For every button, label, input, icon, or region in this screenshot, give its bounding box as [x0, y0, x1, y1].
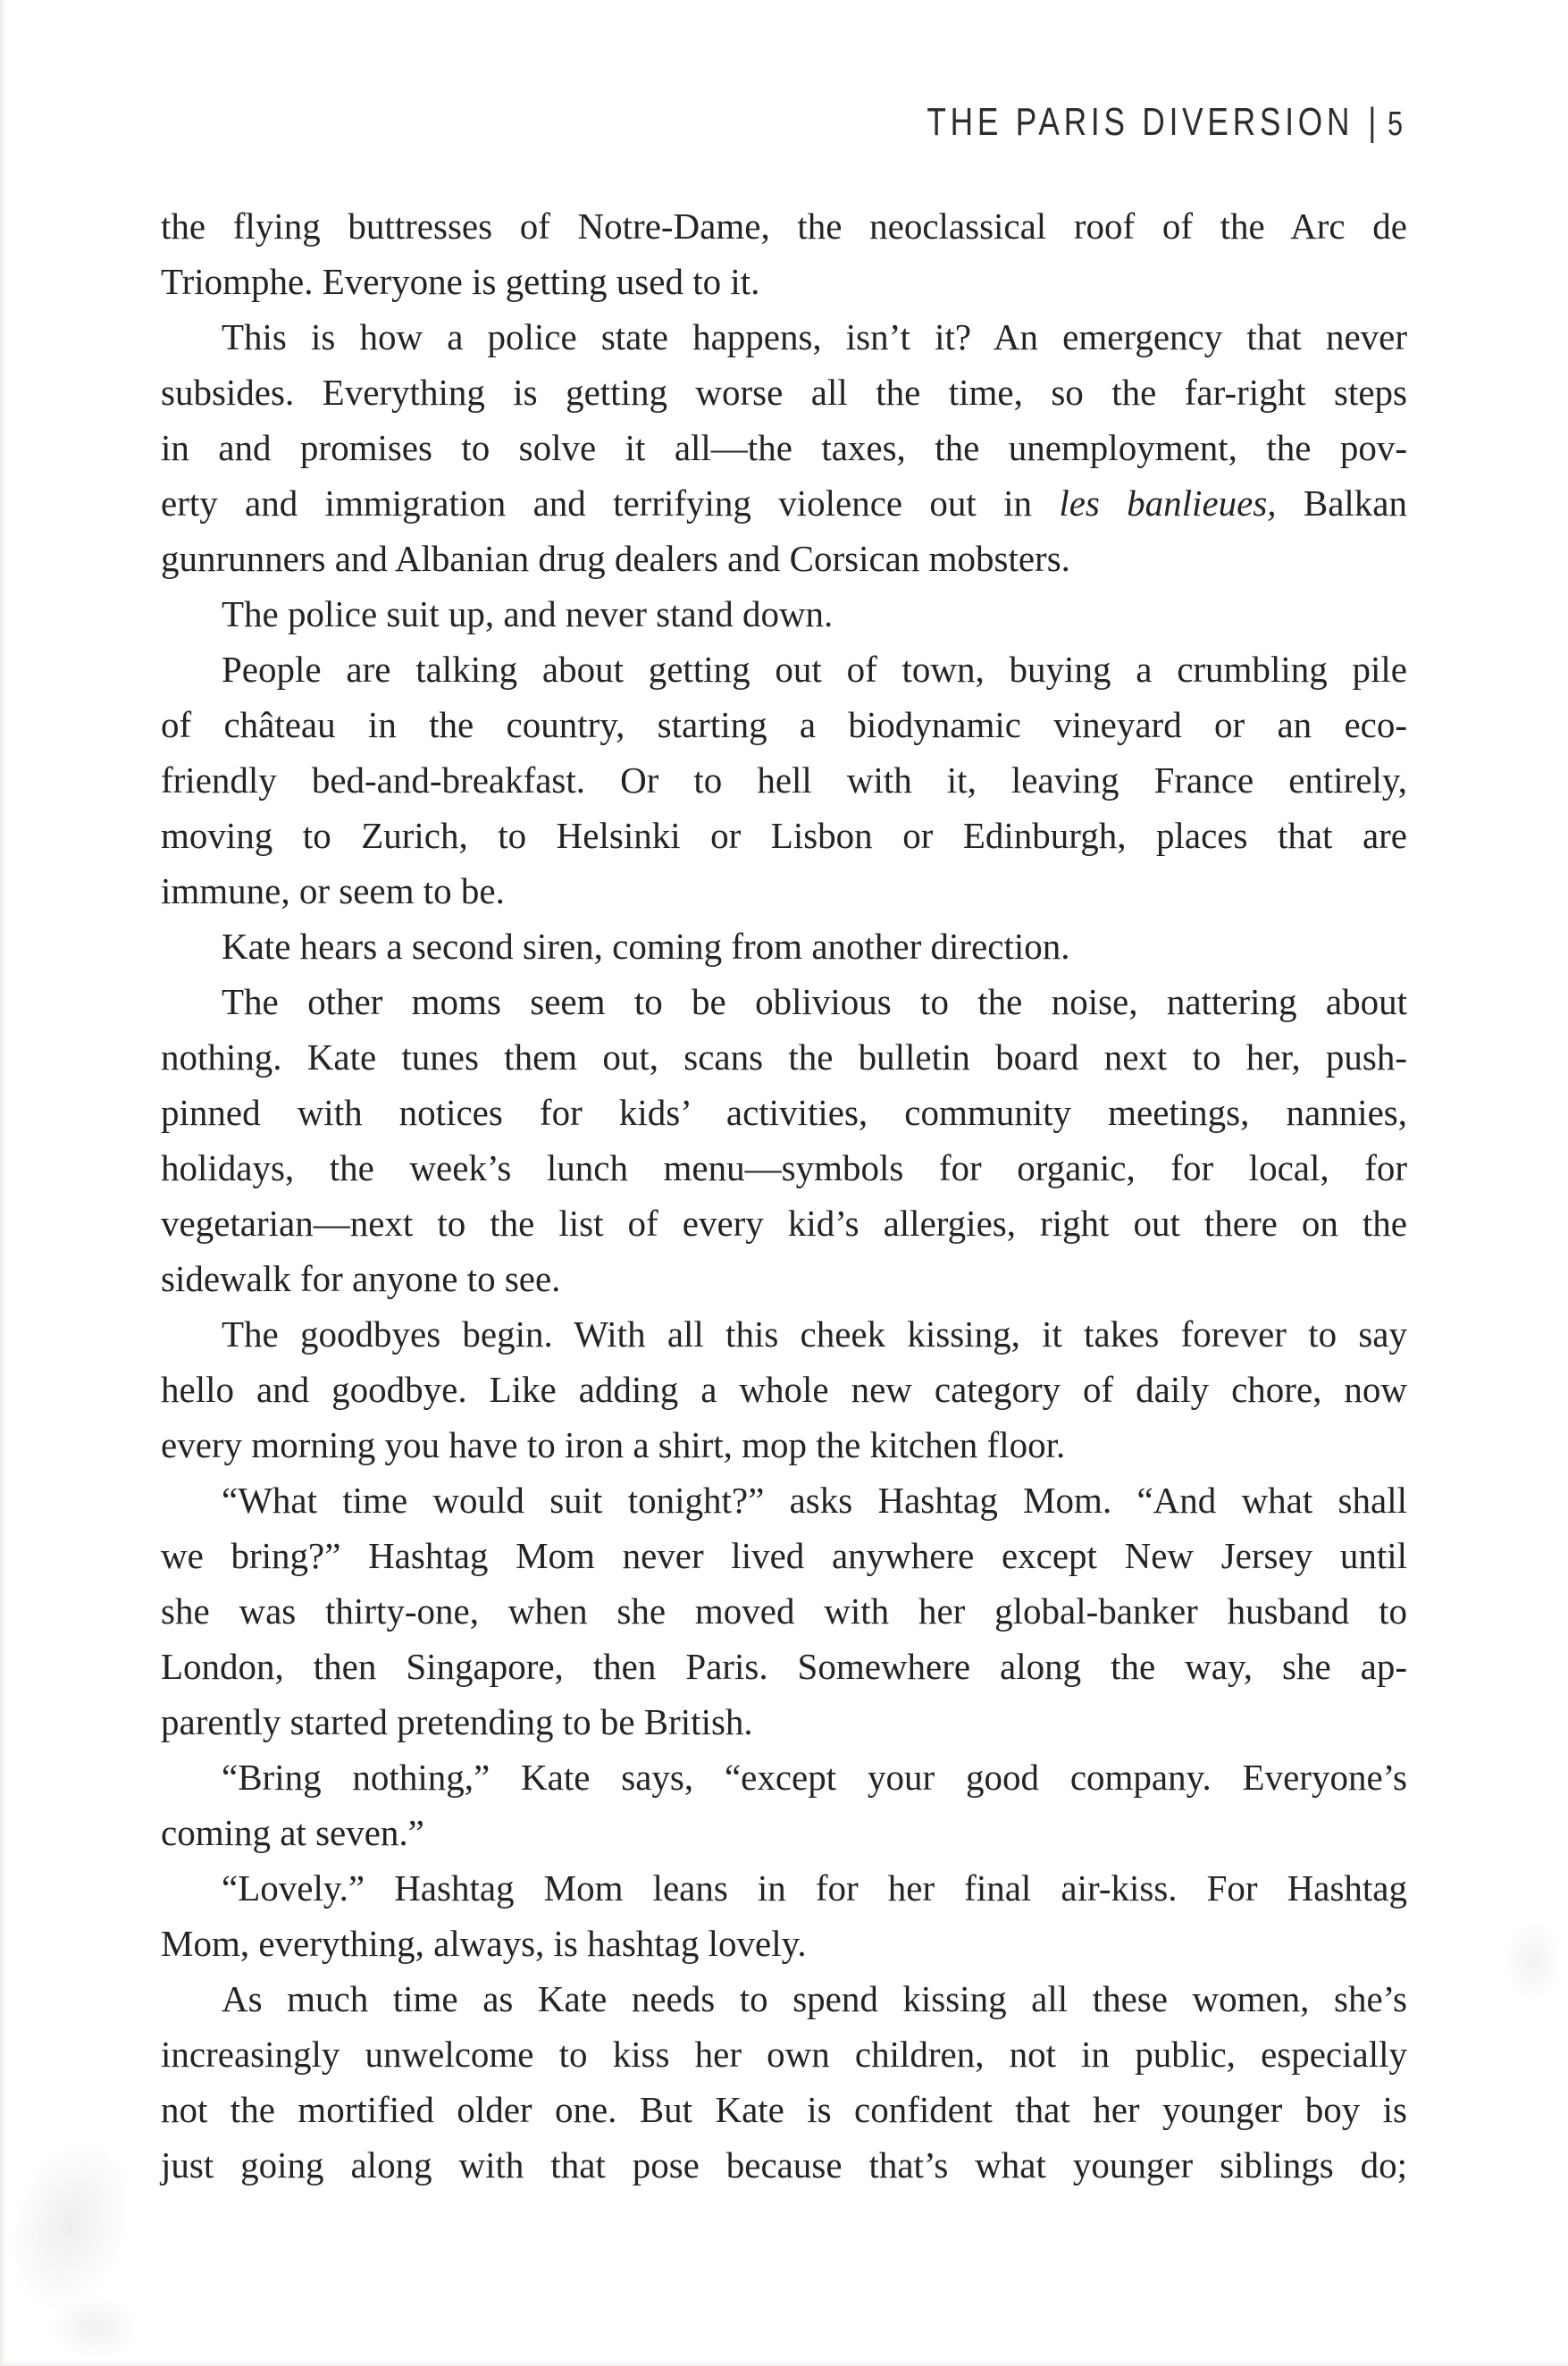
text-line: [161, 1971, 1407, 2026]
text-run: nothing. Kate tunes them out, scans the bulletin board next to her, push-: [161, 1036, 1407, 1078]
text-line: [161, 531, 1407, 586]
text-run: As much time as Kate needs to spend kissing all these women, she’s: [222, 1978, 1407, 2019]
text-line: [161, 254, 1407, 309]
text-run: increasingly unwelcome to kiss her own children, not in public, especially: [161, 2034, 1407, 2075]
text-run: just going along with that pose because that’s what younger siblings do;: [161, 2144, 1407, 2186]
page-number: 5: [1388, 105, 1407, 143]
text-run: This is how a police state happens, isn’t it? An emergency that never: [222, 316, 1407, 357]
text-line: [161, 420, 1407, 475]
text-run: coming at seven.”: [161, 1812, 424, 1853]
book-title: THE PARIS DIVERSION: [927, 100, 1354, 144]
text-run: sidewalk for anyone to see.: [161, 1258, 561, 1299]
text-line: [161, 1694, 1407, 1749]
text-run: “What time would suit tonight?” asks Hashtag Mom. “And what shall: [222, 1480, 1407, 1521]
text-run: People are talking about getting out of town, buying a crumbling pile: [222, 649, 1407, 690]
text-line: [161, 1749, 1407, 1805]
text-line: [161, 1196, 1407, 1251]
text-line: [161, 1029, 1407, 1085]
text-run: parently started pretending to be British.: [161, 1701, 753, 1742]
text-run: gunrunners and Albanian drug dealers and Corsican mobsters.: [161, 538, 1070, 579]
text-line: [161, 365, 1407, 420]
text-run: The goodbyes begin. With all this cheek kissing, it takes forever to say: [222, 1313, 1407, 1355]
text-run: The other moms seem to be oblivious to the noise, nattering about: [222, 981, 1407, 1022]
text-run: friendly bed-and-breakfast. Or to hell with it, leaving France entirely,: [161, 759, 1407, 801]
text-line: [161, 697, 1407, 752]
text-line: [161, 642, 1407, 697]
text-run: of château in the country, starting a biodynamic vineyard or an eco-: [161, 704, 1407, 745]
text-run: every morning you have to iron a shirt, mop the kitchen floor.: [161, 1424, 1066, 1465]
text-run: not the mortified older one. But Kate is confident that her younger boy is: [161, 2089, 1407, 2130]
scan-edge-left: [0, 0, 5, 2366]
text-run: the flying buttresses of Notre-Dame, the neoclassical roof of the Arc de: [161, 206, 1407, 247]
text-line: [161, 1528, 1407, 1583]
text-run: in and promises to solve it all—the taxes, the unemployment, the pov-: [161, 427, 1407, 468]
text-run: Mom, everything, always, is hashtag lovely.: [161, 1923, 807, 1964]
text-line: [161, 1860, 1407, 1916]
text-run: The police suit up, and never stand down.: [222, 593, 834, 634]
italic-text: les banlieues,: [1059, 482, 1277, 524]
text-run: erty and immigration and terrifying violence out in: [161, 482, 1060, 524]
text-line: [161, 475, 1407, 531]
text-run: pinned with notices for kids’ activities, community meetings, nannies,: [161, 1092, 1407, 1133]
text-line: [161, 1472, 1407, 1528]
text-line: [161, 808, 1407, 863]
text-line: [161, 2026, 1407, 2082]
text-line: [161, 1251, 1407, 1306]
text-run: London, then Singapore, then Paris. Somewhere along the way, she ap-: [161, 1646, 1407, 1687]
scan-smudge: [0, 2122, 154, 2328]
scan-edge-bottom: [0, 2362, 1568, 2366]
running-header-inner: [927, 100, 1407, 145]
text-line: [161, 2137, 1407, 2193]
text-line: [161, 198, 1407, 254]
text-line: [161, 586, 1407, 642]
text-run: vegetarian—next to the list of every kid’s allergies, right out there on the: [161, 1203, 1407, 1244]
text-line: [161, 1639, 1407, 1694]
text-line: [161, 1140, 1407, 1196]
text-line: [161, 863, 1407, 919]
text-run: moving to Zurich, to Helsinki or Lisbon or Edinburgh, places that are: [161, 815, 1407, 856]
text-line: [161, 1362, 1407, 1417]
text-run: “Bring nothing,” Kate says, “except your good company. Everyone’s: [222, 1757, 1407, 1798]
text-run: she was thirty-one, when she moved with her global-banker husband to: [161, 1590, 1407, 1632]
text-run: “Lovely.” Hashtag Mom leans in for her final air-kiss. For Hashtag: [222, 1867, 1407, 1909]
body-text-block: [161, 198, 1407, 2193]
text-run: we bring?” Hashtag Mom never lived anywhere except New Jersey until: [161, 1535, 1407, 1576]
text-run: Balkan: [1276, 482, 1408, 524]
scan-smudge: [1505, 1921, 1562, 2001]
text-line: [161, 1306, 1407, 1362]
text-line: [161, 2082, 1407, 2137]
text-run: immune, or seem to be.: [161, 870, 505, 911]
text-line: [161, 752, 1407, 808]
header-separator: |: [1368, 100, 1381, 144]
text-run: hello and goodbye. Like adding a whole new category of daily chore, now: [161, 1369, 1407, 1410]
running-header: [161, 100, 1407, 145]
text-run: Triomphe. Everyone is getting used to it.: [161, 261, 760, 302]
text-line: [161, 919, 1407, 974]
text-line: [161, 974, 1407, 1029]
text-line: [161, 1805, 1407, 1860]
text-line: [161, 309, 1407, 365]
text-run: Kate hears a second siren, coming from another direction.: [222, 926, 1070, 967]
text-line: [161, 1417, 1407, 1472]
text-run: holidays, the week’s lunch menu—symbols for organic, for local, for: [161, 1147, 1407, 1188]
scan-smudge: [49, 2296, 138, 2359]
text-run: subsides. Everything is getting worse all the time, so the far-right steps: [161, 372, 1407, 413]
text-line: [161, 1583, 1407, 1639]
text-line: [161, 1916, 1407, 1971]
text-line: [161, 1085, 1407, 1140]
